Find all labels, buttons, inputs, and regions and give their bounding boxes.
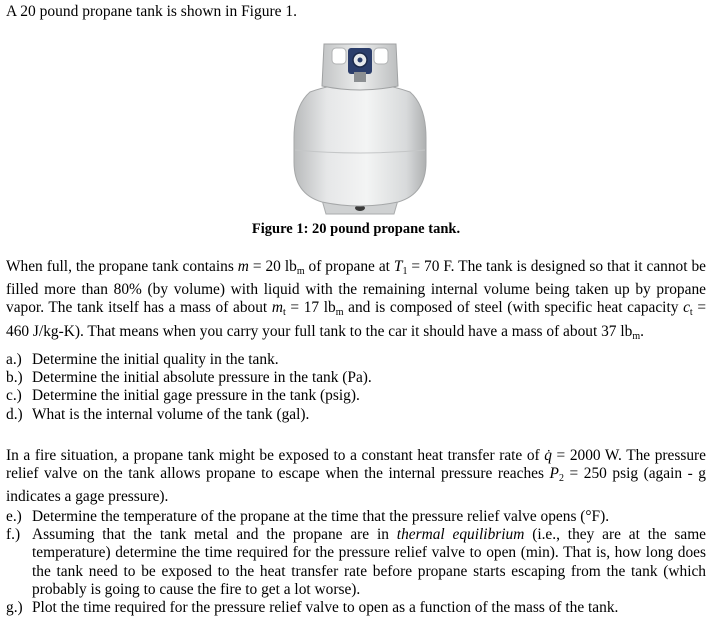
problem-paragraph-2: In a fire situation, a propane tank might be exposed to a constant heat transfer rate of q̇ = 2000 W. The pressure relief valve on the tank allows propane to escape when the internal pressure reaches $P_2 = 250$ psig (again - g indicates a gage pressure). <box>6 447 706 506</box>
question-g: g.) Plot the time required for the pressure relief valve to open as a function of the mass of the tank. <box>6 599 619 617</box>
question-list-2 <box>6 508 706 617</box>
propane-tank-image <box>280 34 440 220</box>
question-e: e.) Determine the temperature of the propane at the time that the pressure relief valve opens (°F). <box>6 508 610 525</box>
question-c: c.) Determine the initial gage pressure in the tank (psig). <box>6 387 360 405</box>
question-d: d.) What is the internal volume of the tank (gal). <box>6 405 310 423</box>
question-a: a.) Determine the initial quality in the tank. <box>6 351 279 368</box>
problem-paragraph-1: When full, the propane tank contains m = 20 $lb_m$ of propane at $T_1 = 70$ F. The tank is designed so that it cannot be filled more than 80% (by volume) with liquid with the remaining internal volume being taken up by propane vapor. The tank itself has a mass of about $m_t = 17$ $lb_m$ and is composed of steel (with specific heat capacity $c_t = 460$ J/kg-K). That means when you carry your full tank to the car it should have a mass of about 37 $lb_m$. <box>6 258 707 342</box>
figure-caption: Figure 1: 20 pound propane tank. <box>251 221 461 237</box>
question-b: b.) Determine the initial absolute pressure in the tank (Pa). <box>6 369 372 387</box>
question-list-1 <box>6 351 706 424</box>
thermal-equilibrium-term: thermal equilibrium <box>396 526 525 544</box>
question-f: f.) Assuming that the tank metal and the propane are in thermal equilibrium (i.e., they are at the same temperature) determine the time required for the pressure relief valve to open (min). That is, how long does the tank need to be exposed to the heat transfer rate before propane starts escaping from the tank (which probably is going to cause the fire to get a lot worse). <box>6 526 707 598</box>
intro-sentence: A 20 pound propane tank is shown in Figure 1. <box>6 3 298 20</box>
